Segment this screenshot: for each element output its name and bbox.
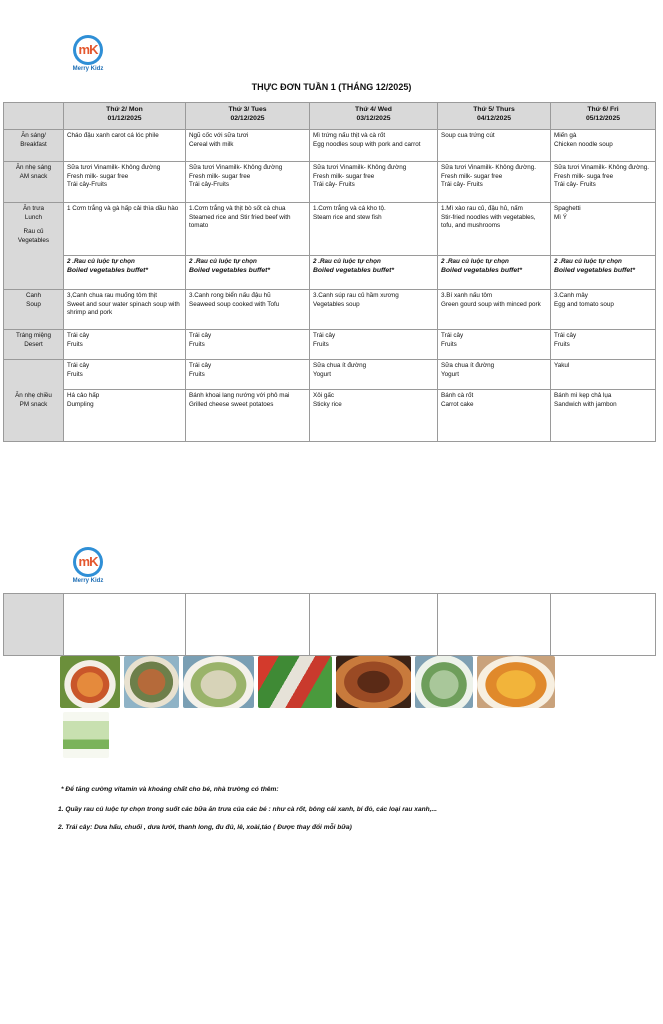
menu-cell (438, 330, 551, 360)
label-line: Lunch (24, 213, 43, 221)
menu-cell (64, 290, 186, 330)
dish: Trái cây-Fruits (67, 181, 107, 189)
dish: Fruits (313, 340, 329, 348)
dish: Há cảo hấp (67, 392, 100, 399)
logo-mark: mK (78, 554, 98, 569)
dish: Fruits (189, 340, 205, 348)
dish: Sweet and sour water spinach soup with shrimp and pork (67, 300, 180, 317)
label-line: PM snack (19, 400, 48, 408)
dish: 3,Canh chua rau muống tôm thịt (67, 292, 157, 299)
menu-cell (186, 330, 310, 360)
dish: Xôi gấc (313, 392, 335, 399)
dish: Sữa tươi Vinamilk- Không đường (313, 164, 407, 171)
menu-cell (438, 203, 551, 256)
header-empty-cell (4, 103, 64, 130)
dish: 2 .Rau củ luộc tự chọn (441, 258, 509, 265)
dish: Boiled vegetables buffet* (441, 266, 523, 274)
empty-table (3, 593, 656, 656)
menu-cell (310, 360, 438, 390)
menu-cell (310, 203, 438, 256)
menu-cell (186, 360, 310, 390)
lunch-row (4, 203, 656, 256)
day-date: 01/12/2025 (107, 115, 142, 122)
dish: 3.Canh mây (554, 292, 588, 299)
label-line: Breakfast (20, 140, 47, 148)
row-label-dessert (4, 330, 64, 360)
menu-cell (310, 330, 438, 360)
dish: Fruits (67, 340, 83, 348)
menu-cell (64, 330, 186, 360)
dish: Steam rice and stew fish (313, 213, 382, 221)
menu-header-row (4, 103, 656, 130)
row-label-am-snack (4, 162, 64, 203)
dish: Ngũ cốc với sữa tươi (189, 132, 249, 139)
menu-cell (310, 130, 438, 162)
menu-cell (310, 290, 438, 330)
breakfast-row (4, 130, 656, 162)
menu-cell (551, 203, 656, 256)
menu-cell (438, 130, 551, 162)
row-label-breakfast (4, 130, 64, 162)
label-line: Tráng miệng (15, 332, 52, 339)
logo-brand: Merry Kidz (72, 578, 104, 584)
dish: 1.Mì xào rau củ, đậu hủ, nấm (441, 205, 523, 212)
day-name: Thứ 3/ Tues (228, 106, 267, 113)
dish: Sữa tươi Vinamilk- Không đường (67, 164, 161, 171)
menu-cell (551, 330, 656, 360)
dish: Spaghetti (554, 205, 581, 212)
dish: Boiled vegetables buffet* (67, 266, 149, 274)
label-line: Soup (26, 300, 41, 308)
dish: Trái cây (441, 332, 464, 339)
label-line: Ăn nhẹ chiều (15, 391, 52, 399)
dish: Sữa tươi Vinamilk- Không đường. Fresh milk- sugar free (441, 164, 536, 180)
label-line: Ăn trưa (22, 205, 44, 212)
dish: Yogurt (441, 370, 459, 378)
dish: Trái cây (189, 362, 212, 369)
food-photo-green-soup (415, 656, 473, 708)
day-name: Thứ 4/ Wed (355, 106, 392, 113)
weekly-menu-table (3, 102, 656, 442)
logo-mark: mK (78, 42, 98, 57)
dish: Vegetables soup (313, 300, 360, 308)
dish: Dumpling (67, 400, 94, 408)
pm-snack-row-2 (4, 390, 656, 442)
dish: Cereal with milk (189, 140, 234, 148)
label-line: Vegetables (17, 236, 50, 244)
menu-cell (186, 290, 310, 330)
empty-cell (438, 594, 551, 656)
dish: Sữa tươi Vinamilk- Không đường (189, 164, 283, 171)
dish: Boiled vegetables buffet* (554, 266, 636, 274)
soup-row (4, 290, 656, 330)
menu-cell (551, 162, 656, 203)
notes-item-2: 2. Trái cây: Dưa hấu, chuối , dưa lưới, thanh long, đu đủ, lê, xoài,táo ( Được thay đổi mỗi bữa) (58, 824, 352, 831)
food-photo-noodle-soup (124, 656, 179, 708)
dish: Steamed rice and Stir fried beef with tomato (189, 213, 291, 230)
dish: 3.Bí xanh nấu tôm (441, 292, 493, 299)
row-label-soup (4, 290, 64, 330)
menu-cell (310, 390, 438, 442)
menu-cell (186, 390, 310, 442)
menu-cell (551, 290, 656, 330)
dish: Cháo đậu xanh carot cá lóc phile (67, 132, 159, 139)
food-photo-gourd-soup (183, 656, 254, 708)
label-line: Desert (24, 340, 43, 348)
dish: Trái cây- Fruits (441, 181, 483, 189)
dish: Fruits (189, 370, 205, 378)
empty-cell (186, 594, 310, 656)
day-date: 02/12/2025 (230, 115, 265, 122)
dish: Egg noodles soup with pork and carrot (313, 140, 421, 148)
label-line: Ăn sáng/ (21, 132, 46, 139)
dish: Mì trứng nấu thịt và cà rốt (313, 132, 386, 139)
dish: Trái cây- Fruits (554, 181, 596, 189)
menu-cell (64, 256, 186, 290)
dish: Trái cây (313, 332, 336, 339)
dish: 2 .Rau củ luộc tự chọn (554, 258, 622, 265)
page-title: THỰC ĐƠN TUẦN 1 (THÁNG 12/2025) (251, 82, 412, 92)
dish: Yakul (554, 362, 570, 369)
pm-snack-row-1 (4, 360, 656, 390)
dish: Seaweed soup cooked with Tofu (189, 300, 280, 308)
label-line: Ăn nhẹ sáng (15, 164, 52, 171)
dish: Trái cây (67, 362, 90, 369)
notes-item-1: 1. Quầy rau củ luộc tự chọn trong suốt các bữa ăn trưa của các bé : như cà rốt, bông cải xanh, bí đỏ, các loại rau xanh,... (58, 806, 438, 813)
day-header (310, 103, 438, 130)
day-date: 03/12/2025 (356, 115, 391, 122)
dish: Trái cây-Fruits (189, 181, 229, 189)
vegetables-row (4, 256, 656, 290)
label-line: AM snack (19, 172, 48, 180)
dish: Mì Ý (554, 213, 567, 221)
day-name: Thứ 5/ Thurs (473, 106, 515, 113)
school-logo (67, 35, 107, 77)
menu-cell (438, 290, 551, 330)
menu-cell (551, 130, 656, 162)
dish: Trái cây (67, 332, 90, 339)
notes-intro: * Để tăng cường vitamin và khoáng chất cho bé, nhà trường có thêm: (61, 786, 279, 793)
dish: Carrot cake (441, 400, 474, 408)
dish: Grilled cheese sweet potatoes (189, 400, 274, 408)
dish: Bánh mì kẹp chả lụa (554, 392, 612, 399)
menu-cell (438, 360, 551, 390)
menu-cell (186, 203, 310, 256)
dessert-row (4, 330, 656, 360)
school-logo (67, 547, 107, 589)
day-header (186, 103, 310, 130)
dish: Sticky rice (313, 400, 342, 408)
day-date: 05/12/2025 (585, 115, 621, 122)
row-label-lunch-vegetables (4, 203, 64, 290)
menu-cell (438, 256, 551, 290)
day-header (64, 103, 186, 130)
menu-cell (186, 256, 310, 290)
dish: 2 .Rau củ luộc tự chọn (189, 258, 257, 265)
dish: Trái cây- Fruits (313, 181, 355, 189)
food-photo-stew-fish (336, 656, 411, 708)
day-name: Thứ 2/ Mon (106, 106, 143, 113)
dish: 2 .Rau củ luộc tự chọn (313, 258, 381, 265)
menu-cell (310, 162, 438, 203)
am-snack-row (4, 162, 656, 203)
menu-cell (64, 162, 186, 203)
menu-cell (64, 130, 186, 162)
dish: Fruits (554, 340, 570, 348)
dish: Trái cây (554, 332, 577, 339)
empty-cell (64, 594, 186, 656)
dish: 3.Canh rong biển nấu đậu hũ (189, 292, 271, 299)
menu-cell (64, 390, 186, 442)
dish: Fresh milk- sugar free (313, 172, 375, 180)
dish: Trái cây (189, 332, 212, 339)
food-photo-shrimp-soup (60, 656, 120, 708)
menu-cell (551, 256, 656, 290)
menu-cell (438, 390, 551, 442)
dish: Egg and tomato soup (554, 300, 614, 308)
dish: Bánh cà rốt (441, 392, 474, 399)
menu-cell (310, 256, 438, 290)
dish: Yogurt (313, 370, 331, 378)
day-name: Thứ 6/ Fri (587, 106, 619, 113)
menu-cell (438, 162, 551, 203)
dish: 1 Cơm trắng và gà hấp cải thìa dầu hào (67, 205, 179, 212)
dish: Sữa chua ít đường (313, 362, 367, 369)
label-line: Rau củ (23, 228, 44, 236)
empty-cell (4, 594, 64, 656)
day-date: 04/12/2025 (476, 115, 512, 122)
row-label-pm-snack (4, 360, 64, 442)
logo-icon (73, 547, 103, 577)
menu-cell (551, 390, 656, 442)
day-header (551, 103, 656, 130)
dish: Green gourd soup with minced pork (441, 300, 541, 308)
dish: Fruits (441, 340, 457, 348)
logo-brand: Merry Kidz (72, 66, 104, 72)
dish: Boiled vegetables buffet* (189, 266, 271, 274)
dish: Soup cua trứng cút (441, 132, 495, 139)
food-photo-vegetables (258, 656, 332, 708)
day-header (438, 103, 551, 130)
dish: Stir-fried noodles with vegetables, tofu, and mushrooms (441, 213, 536, 230)
menu-cell (186, 130, 310, 162)
dish: 1.Cơm trắng và cá kho tộ. (313, 205, 386, 212)
dish: Sữa chua ít đường (441, 362, 495, 369)
dish: Fresh milk- sugar free (67, 172, 129, 180)
dish: 1.Cơm trắng và thịt bò sốt cà chua (189, 205, 286, 212)
dish: 2 .Rau củ luộc tự chọn (67, 258, 135, 265)
logo-icon (73, 35, 103, 65)
dish: Sữa tươi Vinamilk- Không đường. Fresh milk- suga free (554, 164, 649, 180)
empty-cell (310, 594, 438, 656)
food-photo-egg-tomato-soup (477, 656, 555, 708)
menu-cell (64, 203, 186, 256)
dish: Miến gà (554, 132, 577, 139)
label-line: Canh (25, 292, 42, 299)
dish: Boiled vegetables buffet* (313, 266, 395, 274)
menu-cell (551, 360, 656, 390)
dish: Chicken noodle soup (554, 140, 613, 148)
menu-cell (64, 360, 186, 390)
dish: Fruits (67, 370, 83, 378)
dish: 3.Canh súp rau củ hầm xương (313, 292, 399, 299)
dish: Fresh milk- sugar free (189, 172, 251, 180)
empty-cell (551, 594, 656, 656)
food-photo-lime-drink (63, 712, 109, 758)
dish: Bánh khoai lang nướng với phô mai (189, 392, 290, 399)
dish: Sandwich with jambon (554, 400, 617, 408)
menu-cell (186, 162, 310, 203)
